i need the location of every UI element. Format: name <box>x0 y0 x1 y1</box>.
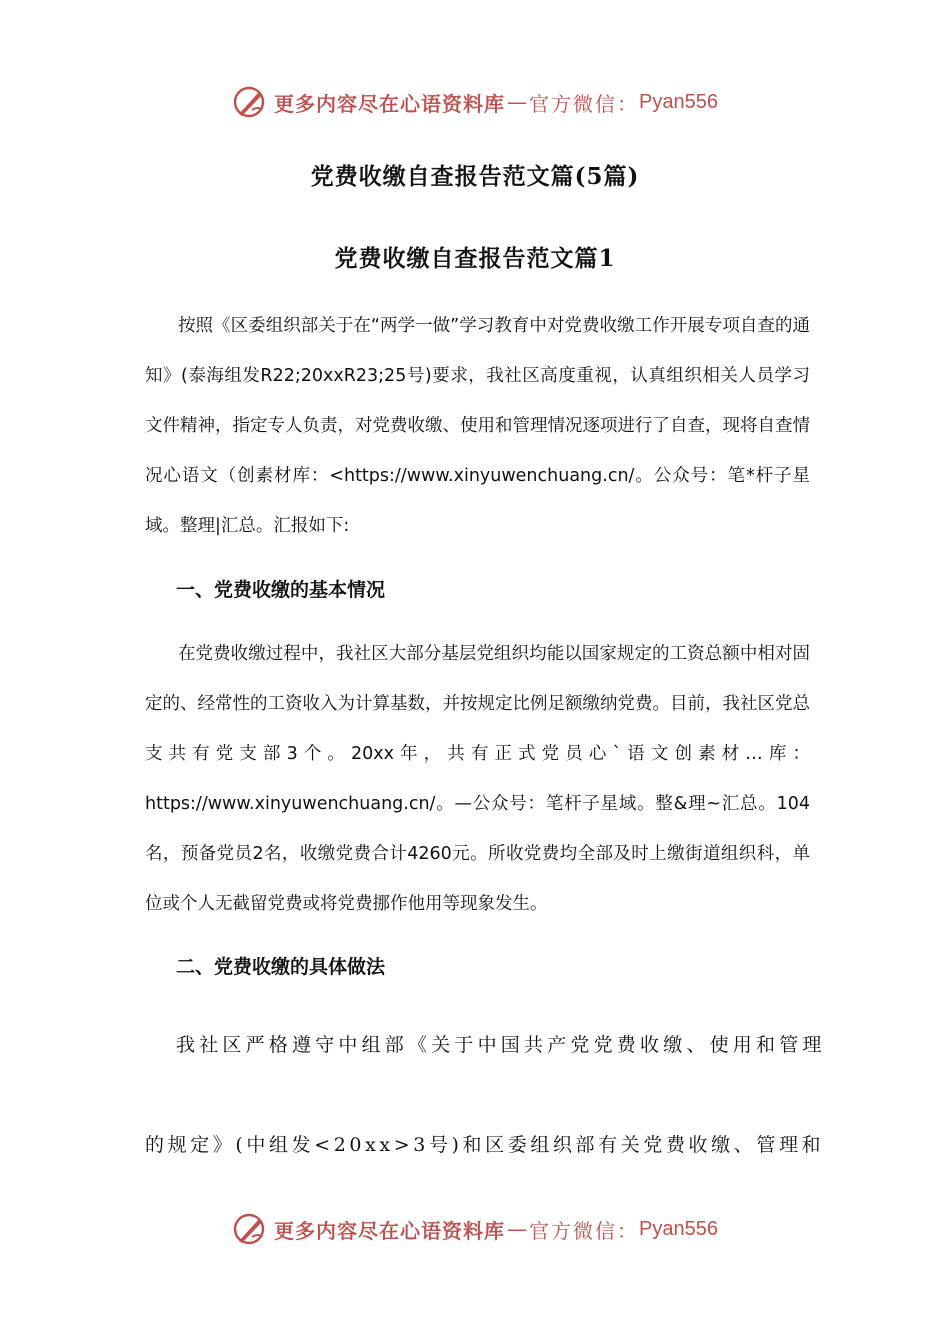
paragraph-intro: 按照《区委组织部关于在“两学一做”学习教育中对党费收缴工作开展专项自查的通知》(泰海组发R22;20xxR23;25号)要求，我社区高度重视，认真组织相关人员学习文件精神，指定专人负责，对党费收缴、使用和管理情况逐项进行了自查，现将自查情况心语文（创素材库：<https://www.xinyuwenchuang.cn/。公众号：笔*杆子星域。整理|汇总。汇报如下: <box>145 316 810 536</box>
banner-text: 更多内容尽在心语资料库 <box>274 91 506 116</box>
banner-wechat-id: Pyan556 <box>639 1217 718 1240</box>
paragraph-practice-line-1: 我社区严格遵守中组部《关于中国共产党党费收缴、使用和管理 <box>176 1034 826 1056</box>
header-watermark-banner <box>0 82 950 122</box>
quill-pen-logo-icon <box>232 84 268 120</box>
banner-wechat-label: 官方微信： <box>529 1218 640 1243</box>
document-main-title: 党费收缴自查报告范文篇(5篇) <box>310 163 640 190</box>
section-heading-specific-practice: 二、党费收缴的具体做法 <box>176 956 386 978</box>
banner-text: 更多内容尽在心语资料库 <box>274 1218 506 1243</box>
banner-dash: — <box>507 1217 528 1241</box>
banner-dash: — <box>507 90 528 114</box>
section-heading-basic-situation: 一、党费收缴的基本情况 <box>176 579 386 601</box>
footer-watermark-banner <box>0 1209 950 1249</box>
banner-wechat-label: 官方微信： <box>529 91 640 116</box>
paragraph-basic-situation: 在党费收缴过程中，我社区大部分基层党组织均能以国家规定的工资总额中相对固定的、经常性的工资收入为计算基数，并按规定比例足额缴纳党费。目前，我社区党总支共有党支部3个。20xx年，共有正式党员心`语文创素材…库：https://www.xinyuwenchuang.cn/。—公众号：笔杆子星域。整&理~汇总。104名，预备党员2名，收缴党费合计4260元。所收党费均全部及时上缴街道组织科，单位或个人无截留党费或将党费挪作他用等现象发生。 <box>145 644 810 914</box>
quill-pen-logo-icon <box>232 1211 268 1247</box>
paragraph-practice-line-2: 的规定》(中组发<20xx>3号)和区委组织部有关党费收缴、管理和 <box>145 1134 825 1156</box>
banner-wechat-id: Pyan556 <box>639 90 718 113</box>
document-sub-title: 党费收缴自查报告范文篇1 <box>334 245 616 272</box>
